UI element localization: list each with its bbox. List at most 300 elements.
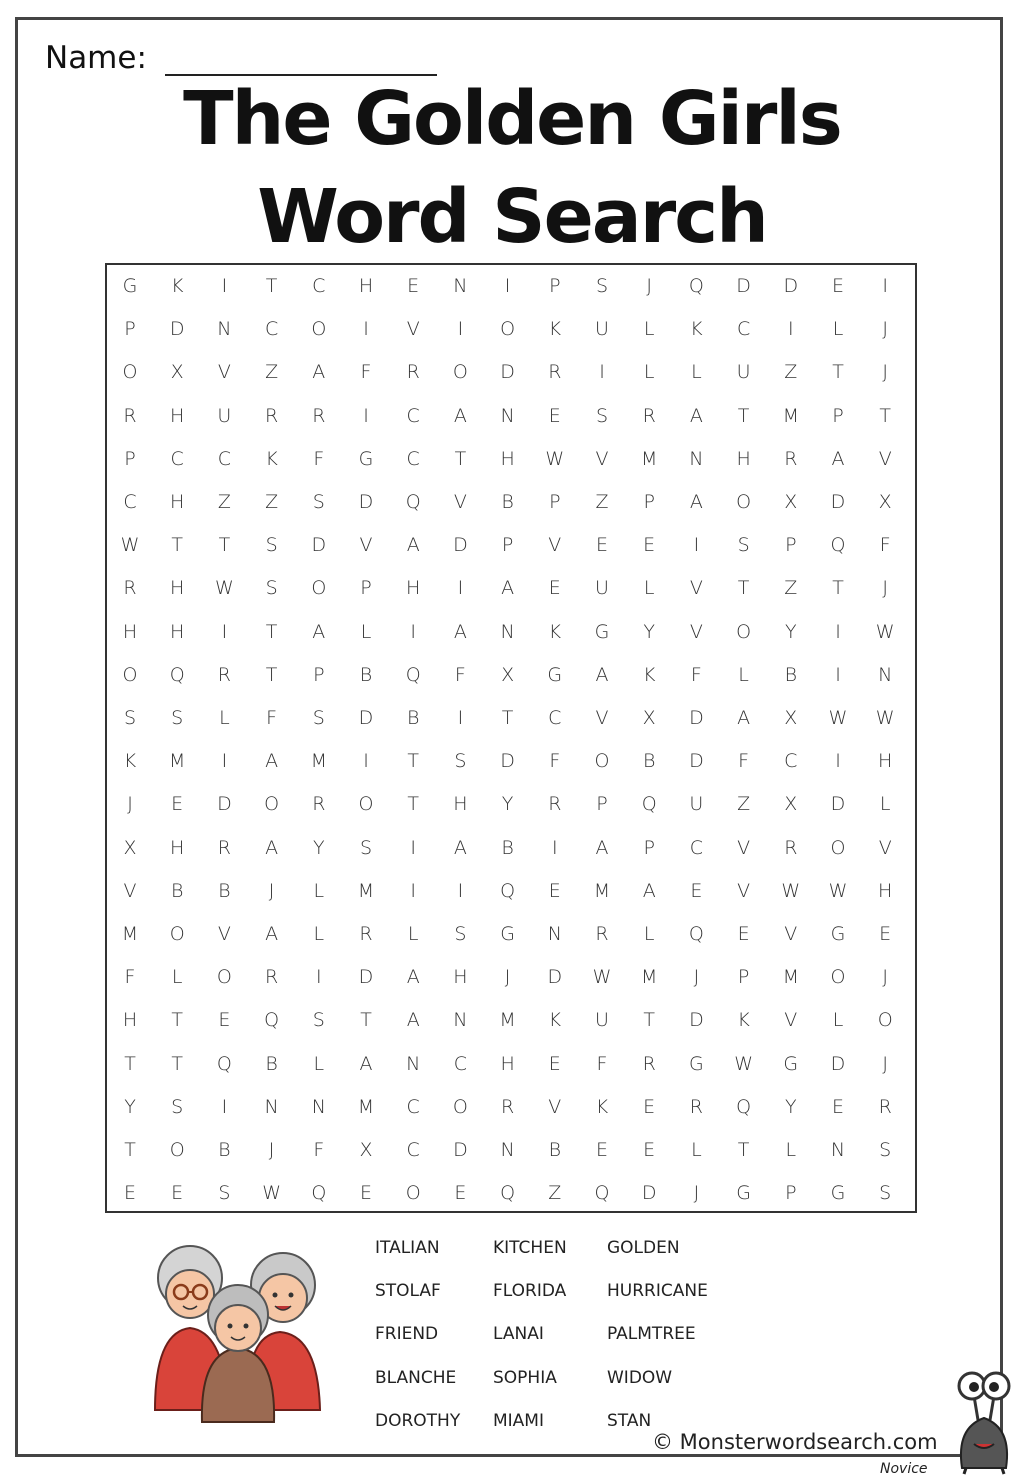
grid-letter[interactable]: T — [407, 750, 419, 773]
grid-letter[interactable]: Z — [784, 361, 798, 384]
grid-letter[interactable]: C — [170, 447, 184, 470]
grid-letter[interactable]: P — [501, 534, 514, 557]
grid-letter[interactable]: N — [500, 404, 515, 427]
grid-letter[interactable]: A — [359, 1052, 373, 1075]
grid-letter[interactable]: G — [500, 923, 515, 945]
grid-letter[interactable]: L — [832, 1009, 844, 1032]
grid-letter[interactable]: A — [501, 577, 515, 600]
grid-letter[interactable]: W — [875, 707, 895, 729]
grid-letter[interactable]: G — [594, 620, 610, 643]
grid-letter[interactable]: L — [643, 361, 655, 384]
grid-letter[interactable]: E — [737, 923, 750, 945]
grid-letter[interactable]: F — [313, 447, 325, 470]
grid-letter[interactable]: R — [359, 923, 373, 945]
grid-letter[interactable]: D — [736, 275, 751, 297]
grid-letter[interactable]: I — [457, 318, 464, 341]
grid-letter[interactable]: B — [501, 836, 514, 859]
grid-letter[interactable]: Q — [688, 923, 704, 945]
grid-letter[interactable]: N — [406, 1052, 421, 1075]
grid-letter[interactable]: T — [171, 1009, 183, 1032]
grid-letter[interactable]: K — [737, 1009, 750, 1032]
grid-letter[interactable]: H — [122, 620, 138, 643]
grid-letter[interactable]: A — [595, 836, 609, 859]
grid-letter[interactable]: V — [548, 1095, 562, 1118]
grid-letter[interactable]: A — [453, 404, 467, 427]
grid-letter[interactable]: O — [500, 318, 516, 341]
grid-letter[interactable]: Q — [311, 1182, 327, 1205]
grid-letter[interactable]: R — [878, 1095, 892, 1118]
grid-letter[interactable]: A — [453, 836, 467, 859]
grid-letter[interactable]: C — [217, 447, 232, 470]
grid-letter[interactable]: O — [594, 750, 610, 773]
grid-letter[interactable]: H — [736, 447, 751, 470]
grid-letter[interactable]: W — [120, 534, 140, 557]
grid-letter[interactable]: W — [875, 620, 895, 643]
grid-letter[interactable]: B — [170, 879, 184, 902]
grid-letter[interactable]: Z — [548, 1182, 562, 1205]
grid-letter[interactable]: J — [882, 361, 888, 384]
grid-letter[interactable]: Q — [405, 491, 421, 513]
grid-letter[interactable]: Q — [264, 1009, 280, 1032]
grid-letter[interactable]: O — [452, 361, 468, 384]
grid-letter[interactable]: D — [453, 534, 468, 557]
grid-letter[interactable]: Q — [500, 879, 516, 902]
grid-letter[interactable]: N — [453, 275, 468, 297]
grid-letter[interactable]: F — [360, 361, 372, 384]
grid-letter[interactable]: Z — [595, 491, 609, 513]
grid-letter[interactable]: O — [264, 793, 280, 816]
grid-letter[interactable]: F — [266, 707, 278, 729]
grid-letter[interactable]: O — [830, 836, 846, 859]
grid-letter[interactable]: W — [262, 1182, 281, 1205]
grid-letter[interactable]: T — [737, 577, 750, 600]
grid-letter[interactable]: U — [595, 318, 609, 341]
grid-letter[interactable]: C — [312, 275, 326, 297]
grid-letter[interactable]: Y — [501, 793, 514, 816]
grid-letter[interactable]: N — [878, 663, 893, 686]
grid-letter[interactable]: N — [689, 447, 704, 470]
grid-letter[interactable]: H — [878, 879, 893, 902]
grid-letter[interactable]: R — [642, 1052, 656, 1075]
grid-letter[interactable]: H — [122, 1009, 138, 1032]
grid-letter[interactable]: I — [835, 620, 841, 643]
grid-letter[interactable]: E — [548, 577, 561, 600]
grid-letter[interactable]: T — [124, 1139, 136, 1161]
grid-letter[interactable]: S — [265, 577, 278, 600]
grid-letter[interactable]: I — [551, 836, 558, 859]
grid-letter[interactable]: L — [879, 793, 891, 816]
grid-letter[interactable]: V — [878, 836, 892, 859]
grid-letter[interactable]: J — [882, 318, 888, 341]
grid-letter[interactable]: B — [784, 663, 798, 686]
grid-letter[interactable]: F — [879, 534, 891, 557]
grid-letter[interactable]: F — [454, 663, 466, 686]
grid-letter[interactable]: C — [406, 404, 420, 427]
grid-letter[interactable]: N — [547, 923, 562, 945]
grid-letter[interactable]: P — [832, 404, 844, 427]
grid-letter[interactable]: L — [407, 923, 419, 945]
grid-letter[interactable]: E — [548, 404, 561, 427]
grid-letter[interactable]: R — [264, 966, 279, 989]
grid-letter[interactable]: M — [640, 966, 658, 989]
grid-letter[interactable]: R — [312, 404, 326, 427]
grid-letter[interactable]: S — [737, 534, 750, 557]
grid-letter[interactable]: I — [410, 836, 416, 859]
grid-letter[interactable]: V — [878, 447, 892, 470]
grid-letter[interactable]: W — [828, 707, 848, 729]
grid-letter[interactable]: C — [548, 707, 562, 729]
grid-letter[interactable]: I — [363, 750, 369, 773]
grid-letter[interactable]: T — [832, 361, 844, 384]
grid-letter[interactable]: K — [690, 318, 703, 341]
grid-letter[interactable]: L — [643, 577, 655, 600]
grid-letter[interactable]: N — [311, 1095, 326, 1118]
grid-letter[interactable]: E — [643, 1139, 656, 1161]
grid-letter[interactable]: I — [504, 275, 511, 297]
grid-letter[interactable]: O — [405, 1182, 421, 1205]
grid-letter[interactable]: B — [218, 879, 231, 902]
grid-letter[interactable]: M — [310, 750, 327, 773]
grid-letter[interactable]: O — [736, 491, 752, 513]
grid-letter[interactable]: R — [264, 404, 279, 427]
grid-letter[interactable]: I — [693, 534, 700, 557]
grid-letter[interactable]: A — [312, 361, 326, 384]
grid-letter[interactable]: B — [359, 663, 373, 686]
grid-letter[interactable]: Y — [784, 1095, 797, 1118]
grid-letter[interactable]: V — [689, 620, 703, 643]
grid-letter[interactable]: X — [784, 793, 798, 816]
grid-letter[interactable]: M — [357, 1095, 375, 1118]
grid-letter[interactable]: G — [830, 1182, 846, 1205]
grid-letter[interactable]: Q — [688, 275, 704, 297]
grid-letter[interactable]: K — [123, 750, 137, 773]
grid-letter[interactable]: V — [217, 923, 231, 945]
grid-letter[interactable]: F — [313, 1139, 325, 1161]
grid-letter[interactable]: I — [221, 750, 228, 773]
grid-letter[interactable]: O — [358, 793, 374, 816]
grid-letter[interactable]: B — [642, 750, 656, 773]
grid-letter[interactable]: P — [737, 966, 750, 989]
grid-letter[interactable]: R — [312, 793, 326, 816]
grid-letter[interactable]: R — [217, 663, 231, 686]
grid-letter[interactable]: R — [784, 447, 798, 470]
grid-letter[interactable]: V — [595, 447, 609, 470]
grid-letter[interactable]: F — [690, 663, 702, 686]
grid-letter[interactable]: E — [595, 1139, 608, 1161]
grid-letter[interactable]: L — [313, 1052, 325, 1075]
grid-letter[interactable]: I — [315, 966, 322, 989]
grid-letter[interactable]: Z — [217, 491, 231, 513]
grid-letter[interactable]: J — [127, 793, 133, 816]
grid-letter[interactable]: A — [831, 447, 845, 470]
grid-letter[interactable]: L — [313, 923, 325, 945]
grid-letter[interactable]: L — [219, 707, 230, 729]
grid-letter[interactable]: J — [646, 275, 652, 297]
grid-letter[interactable]: T — [265, 620, 278, 643]
grid-letter[interactable]: J — [693, 966, 700, 989]
grid-letter[interactable]: E — [831, 275, 844, 297]
grid-letter[interactable]: R — [642, 404, 656, 427]
grid-letter[interactable]: Z — [265, 361, 279, 384]
grid-letter[interactable]: A — [265, 923, 279, 945]
grid-letter[interactable]: I — [599, 361, 605, 384]
grid-letter[interactable]: N — [453, 1009, 468, 1032]
grid-letter[interactable]: J — [693, 1182, 700, 1205]
grid-letter[interactable]: Q — [830, 534, 846, 557]
grid-letter[interactable]: Y — [784, 620, 797, 643]
grid-letter[interactable]: H — [500, 447, 515, 470]
grid-letter[interactable]: D — [358, 491, 374, 513]
grid-letter[interactable]: V — [548, 534, 562, 557]
grid-letter[interactable]: Q — [169, 663, 185, 686]
grid-letter[interactable]: I — [221, 1095, 228, 1118]
grid-letter[interactable]: X — [123, 836, 137, 859]
grid-letter[interactable]: A — [312, 620, 326, 643]
grid-letter[interactable]: Y — [124, 1095, 136, 1118]
grid-letter[interactable]: A — [642, 879, 656, 902]
grid-letter[interactable]: H — [406, 577, 421, 600]
grid-letter[interactable]: G — [358, 447, 374, 470]
grid-letter[interactable]: V — [784, 923, 798, 945]
grid-letter[interactable]: A — [406, 1009, 420, 1032]
grid-letter[interactable]: G — [689, 1052, 704, 1075]
grid-letter[interactable]: R — [689, 1095, 703, 1118]
grid-letter[interactable]: O — [830, 966, 846, 989]
grid-letter[interactable]: L — [691, 1139, 702, 1161]
grid-letter[interactable]: Q — [405, 663, 421, 686]
grid-letter[interactable]: E — [454, 1182, 467, 1205]
grid-letter[interactable]: G — [547, 663, 563, 686]
grid-letter[interactable]: X — [501, 663, 515, 686]
grid-letter[interactable]: P — [785, 1182, 797, 1205]
grid-letter[interactable]: R — [548, 361, 562, 384]
grid-letter[interactable]: B — [548, 1139, 562, 1161]
grid-letter[interactable]: W — [734, 1052, 753, 1075]
grid-letter[interactable]: E — [548, 1052, 561, 1075]
grid-letter[interactable]: P — [124, 447, 136, 470]
grid-letter[interactable]: E — [359, 1182, 372, 1205]
grid-letter[interactable]: A — [689, 404, 703, 427]
grid-letter[interactable]: U — [689, 793, 704, 816]
grid-letter[interactable]: P — [124, 318, 136, 341]
grid-letter[interactable]: E — [218, 1009, 231, 1032]
grid-letter[interactable]: T — [265, 275, 278, 297]
grid-letter[interactable]: N — [264, 1095, 279, 1118]
grid-letter[interactable]: K — [265, 447, 278, 470]
grid-letter[interactable]: H — [500, 1052, 515, 1075]
grid-letter[interactable]: V — [595, 707, 609, 729]
grid-letter[interactable]: O — [311, 318, 327, 341]
grid-letter[interactable]: H — [170, 404, 185, 427]
grid-letter[interactable]: C — [784, 750, 798, 773]
grid-letter[interactable]: H — [453, 793, 468, 816]
grid-letter[interactable]: T — [501, 707, 514, 729]
grid-letter[interactable]: E — [643, 534, 656, 557]
grid-letter[interactable]: R — [123, 577, 137, 600]
grid-letter[interactable]: C — [406, 447, 420, 470]
grid-letter[interactable]: S — [359, 836, 373, 859]
grid-letter[interactable]: J — [268, 879, 275, 902]
grid-letter[interactable]: R — [500, 1095, 515, 1118]
grid-letter[interactable]: A — [689, 491, 703, 513]
grid-letter[interactable]: H — [170, 836, 185, 859]
grid-letter[interactable]: A — [737, 707, 751, 729]
grid-letter[interactable]: U — [217, 404, 232, 427]
grid-letter[interactable]: X — [784, 707, 798, 729]
grid-letter[interactable]: L — [785, 1139, 797, 1161]
grid-letter[interactable]: I — [410, 620, 416, 643]
grid-letter[interactable]: C — [453, 1052, 468, 1075]
grid-letter[interactable]: N — [500, 1139, 515, 1161]
grid-letter[interactable]: X — [359, 1139, 373, 1161]
grid-letter[interactable]: N — [830, 1139, 846, 1161]
grid-letter[interactable]: E — [548, 879, 561, 902]
grid-letter[interactable]: G — [783, 1052, 799, 1075]
grid-letter[interactable]: B — [265, 1052, 278, 1075]
grid-letter[interactable]: E — [595, 534, 608, 557]
grid-letter[interactable]: C — [123, 491, 137, 513]
grid-letter[interactable]: J — [504, 966, 511, 989]
grid-letter[interactable]: S — [879, 1182, 892, 1205]
grid-letter[interactable]: V — [406, 318, 420, 341]
grid-letter[interactable]: A — [406, 534, 420, 557]
grid-letter[interactable]: T — [643, 1009, 655, 1032]
grid-letter[interactable]: U — [595, 1009, 609, 1032]
grid-letter[interactable]: A — [453, 620, 467, 643]
grid-letter[interactable]: D — [217, 793, 232, 816]
grid-letter[interactable]: F — [549, 750, 561, 773]
grid-letter[interactable]: X — [642, 707, 656, 729]
grid-letter[interactable]: D — [311, 534, 327, 557]
grid-letter[interactable]: G — [830, 923, 846, 945]
grid-letter[interactable]: W — [781, 879, 801, 902]
grid-letter[interactable]: S — [454, 750, 467, 773]
grid-letter[interactable]: S — [312, 707, 325, 729]
grid-letter[interactable]: Z — [737, 793, 751, 816]
grid-letter[interactable]: M — [782, 404, 799, 427]
grid-letter[interactable]: F — [124, 966, 136, 989]
grid-letter[interactable]: I — [457, 577, 464, 600]
grid-letter[interactable]: Z — [265, 491, 279, 513]
grid-letter[interactable]: S — [454, 923, 467, 945]
grid-letter[interactable]: V — [217, 361, 231, 384]
grid-letter[interactable]: K — [548, 318, 562, 341]
grid-letter[interactable]: W — [828, 879, 848, 902]
grid-letter[interactable]: D — [453, 1139, 468, 1161]
grid-letter[interactable]: P — [549, 275, 561, 297]
grid-letter[interactable]: D — [689, 1009, 704, 1032]
grid-letter[interactable]: S — [312, 1009, 325, 1032]
grid-letter[interactable]: Y — [643, 620, 655, 643]
grid-letter[interactable]: E — [123, 1182, 136, 1205]
grid-letter[interactable]: P — [313, 663, 325, 686]
grid-letter[interactable]: V — [784, 1009, 798, 1032]
grid-letter[interactable]: S — [218, 1182, 231, 1205]
grid-letter[interactable]: P — [643, 836, 655, 859]
grid-letter[interactable]: S — [595, 404, 609, 427]
grid-letter[interactable]: K — [170, 275, 184, 297]
grid-letter[interactable]: D — [689, 707, 704, 729]
grid-letter[interactable]: T — [265, 663, 278, 686]
grid-letter[interactable]: O — [216, 966, 232, 989]
grid-letter[interactable]: J — [268, 1139, 275, 1161]
grid-letter[interactable]: I — [882, 275, 888, 297]
grid-letter[interactable]: N — [217, 318, 232, 341]
grid-letter[interactable]: Q — [594, 1182, 610, 1205]
grid-letter[interactable]: V — [737, 879, 751, 902]
grid-letter[interactable]: D — [830, 491, 846, 513]
grid-letter[interactable]: O — [452, 1095, 468, 1118]
grid-letter[interactable]: R — [406, 361, 420, 384]
grid-letter[interactable]: U — [736, 361, 751, 384]
grid-letter[interactable]: H — [878, 750, 893, 773]
grid-letter[interactable]: R — [217, 836, 231, 859]
grid-letter[interactable]: R — [595, 923, 609, 945]
grid-letter[interactable]: R — [548, 793, 562, 816]
grid-letter[interactable]: D — [783, 275, 799, 297]
grid-letter[interactable]: S — [265, 534, 278, 557]
grid-letter[interactable]: M — [168, 750, 186, 773]
grid-letter[interactable]: H — [453, 966, 468, 989]
grid-letter[interactable]: M — [782, 966, 799, 989]
grid-letter[interactable]: E — [171, 1182, 184, 1205]
grid-letter[interactable]: S — [123, 707, 137, 729]
grid-letter[interactable]: P — [785, 534, 797, 557]
grid-letter[interactable]: T — [454, 447, 467, 470]
grid-letter[interactable]: L — [738, 663, 749, 686]
grid-letter[interactable]: T — [407, 793, 419, 816]
grid-letter[interactable]: M — [121, 923, 139, 945]
grid-letter[interactable]: A — [265, 836, 279, 859]
grid-letter[interactable]: C — [264, 318, 279, 341]
grid-letter[interactable]: I — [221, 275, 228, 297]
grid-letter[interactable]: F — [738, 750, 750, 773]
grid-letter[interactable]: V — [737, 836, 751, 859]
grid-letter[interactable]: L — [360, 620, 372, 643]
grid-letter[interactable]: I — [221, 620, 228, 643]
grid-letter[interactable]: D — [641, 1182, 657, 1205]
grid-letter[interactable]: X — [784, 491, 798, 513]
grid-letter[interactable]: S — [171, 707, 184, 729]
grid-letter[interactable]: L — [691, 361, 702, 384]
grid-letter[interactable]: P — [596, 793, 608, 816]
grid-letter[interactable]: O — [169, 923, 185, 945]
grid-letter[interactable]: J — [882, 577, 888, 600]
grid-letter[interactable]: Q — [736, 1095, 752, 1118]
grid-letter[interactable]: R — [784, 836, 798, 859]
grid-letter[interactable]: E — [879, 923, 892, 945]
grid-letter[interactable]: T — [124, 1052, 136, 1075]
grid-letter[interactable]: E — [643, 1095, 656, 1118]
grid-letter[interactable]: Z — [784, 577, 798, 600]
grid-letter[interactable]: I — [363, 318, 369, 341]
grid-letter[interactable]: H — [170, 577, 185, 600]
grid-letter[interactable]: W — [545, 447, 565, 470]
grid-letter[interactable]: I — [835, 663, 841, 686]
grid-letter[interactable]: K — [548, 620, 562, 643]
grid-letter[interactable]: G — [122, 275, 138, 297]
grid-letter[interactable]: B — [501, 491, 514, 513]
grid-letter[interactable]: P — [360, 577, 372, 600]
grid-letter[interactable]: E — [407, 275, 420, 297]
grid-letter[interactable]: Q — [216, 1052, 232, 1075]
grid-letter[interactable]: O — [311, 577, 327, 600]
grid-letter[interactable]: U — [595, 577, 609, 600]
grid-letter[interactable]: T — [879, 404, 891, 427]
grid-letter[interactable]: P — [643, 491, 655, 513]
grid-letter[interactable]: D — [547, 966, 563, 989]
grid-letter[interactable]: O — [122, 361, 138, 384]
